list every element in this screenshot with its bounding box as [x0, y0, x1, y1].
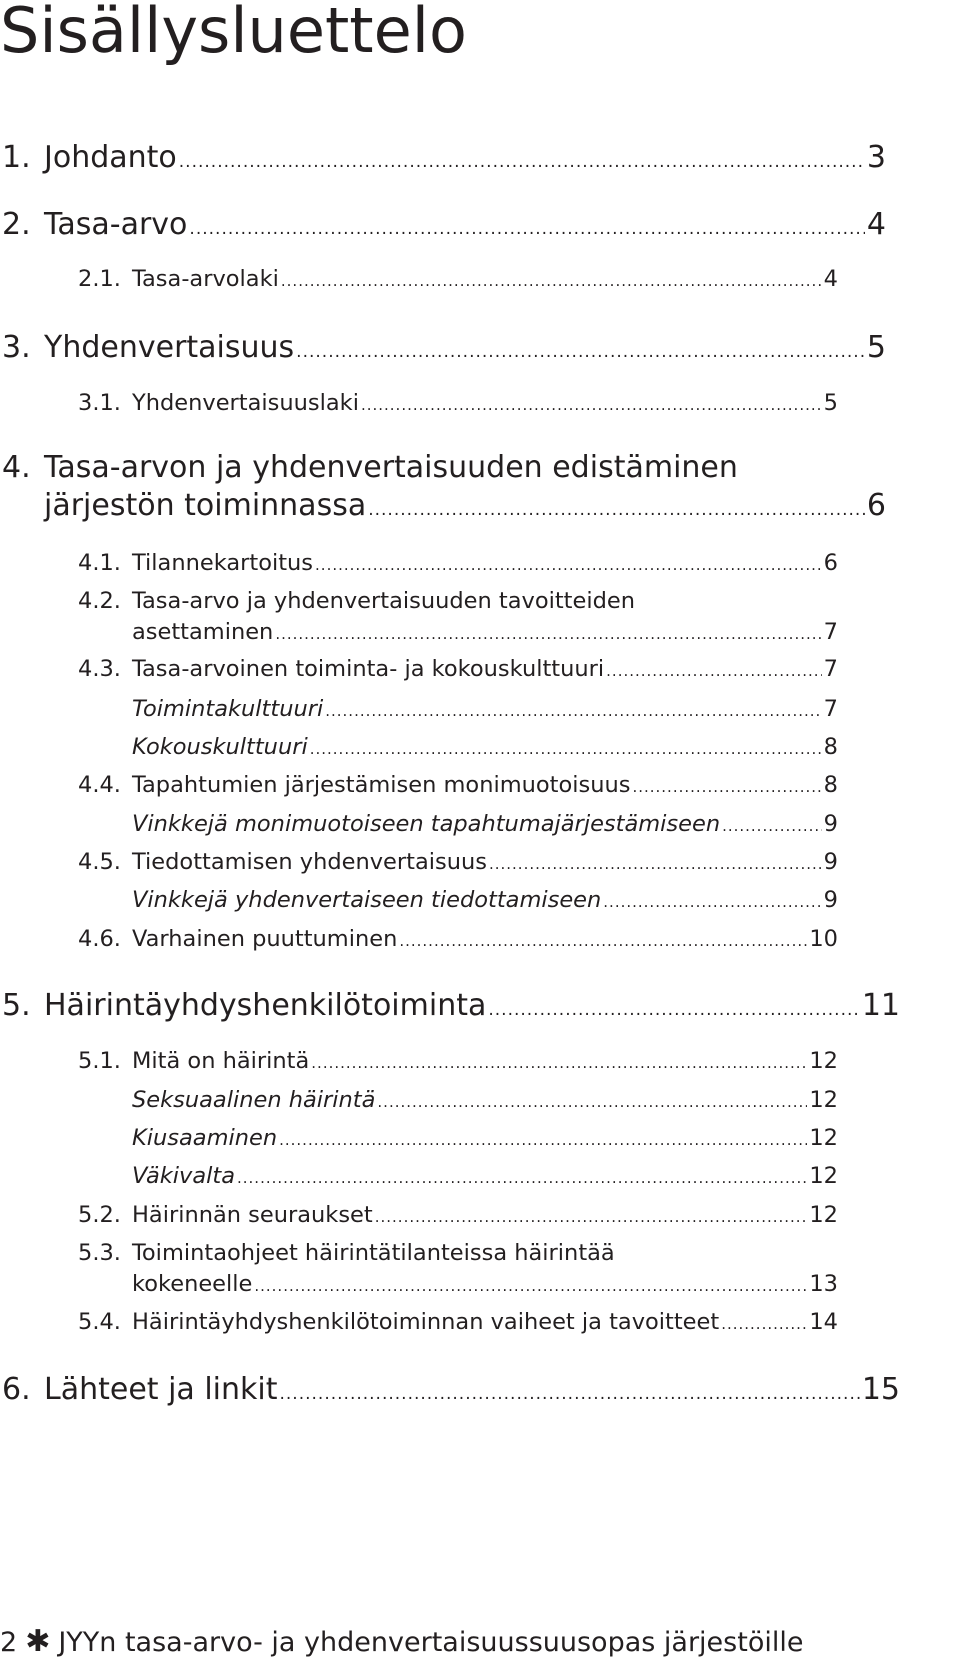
- toc-entry-3[interactable]: [2, 330, 886, 365]
- dot-leader: [254, 1277, 807, 1295]
- toc-page: 5: [823, 390, 838, 416]
- dot-leader: [603, 893, 821, 911]
- toc-entry-6[interactable]: [2, 1372, 900, 1407]
- toc-label: Johdanto: [44, 140, 177, 175]
- dot-leader: [399, 932, 807, 950]
- toc-label: Häirintäyhdyshenkilötoiminta: [44, 988, 487, 1023]
- dot-leader: [632, 778, 821, 796]
- toc-page: 10: [809, 926, 838, 952]
- toc-entry-4-4[interactable]: [78, 772, 838, 798]
- toc-page: 9: [823, 811, 838, 837]
- toc-number: 3.: [2, 330, 31, 365]
- toc-page: 13: [809, 1271, 838, 1297]
- toc-entry-4-2[interactable]: [78, 619, 838, 645]
- toc-number: 4.5.: [78, 849, 121, 875]
- toc-label: Tasa-arvoinen toiminta- ja kokouskulttuuri: [132, 656, 605, 682]
- toc-label: kokeneelle: [132, 1271, 253, 1297]
- page-title: Sisällysluettelo: [0, 0, 467, 67]
- toc-label: Toimintaohjeet häirintätilanteissa häirintää: [132, 1240, 615, 1266]
- toc-entry-3-1[interactable]: [78, 390, 838, 416]
- toc-number: 6.: [2, 1372, 31, 1407]
- toc-entry-4-6[interactable]: [78, 926, 838, 952]
- toc-entry-4-4-a[interactable]: [132, 811, 838, 837]
- toc-entry-4-3-b[interactable]: [132, 734, 838, 760]
- toc-number: 4.1.: [78, 550, 121, 576]
- toc-label: Tapahtumien järjestämisen monimuotoisuus: [132, 772, 631, 798]
- toc-page: 6: [823, 550, 838, 576]
- toc-label: Vinkkejä monimuotoiseen tapahtumajärjestämiseen: [132, 811, 721, 837]
- toc-number: 4.6.: [78, 926, 121, 952]
- dot-leader: [296, 342, 865, 362]
- toc-page: 7: [823, 619, 838, 645]
- toc-entry-4-5-a[interactable]: [132, 887, 838, 913]
- toc-page: 4: [823, 266, 838, 292]
- dot-leader: [489, 855, 822, 873]
- toc-label: Tasa-arvolaki: [132, 266, 279, 292]
- dot-leader: [721, 1315, 807, 1333]
- toc-page: 7: [823, 696, 838, 722]
- toc-page: 9: [823, 849, 838, 875]
- toc-label: Tasa-arvo ja yhdenvertaisuuden tavoitteiden: [132, 588, 635, 614]
- toc-label: Toimintakulttuuri: [132, 696, 324, 722]
- toc-entry-2-1[interactable]: [78, 266, 838, 292]
- dot-leader: [722, 817, 822, 835]
- toc-page: 12: [809, 1048, 838, 1074]
- toc-entry-4-3[interactable]: [78, 656, 838, 682]
- toc-number: 5.: [2, 988, 31, 1023]
- dot-leader: [237, 1169, 807, 1187]
- toc-number: 2.: [2, 207, 31, 242]
- toc-page: 3: [866, 140, 886, 175]
- dot-leader: [275, 625, 821, 643]
- toc-page: 8: [823, 734, 838, 760]
- toc-page: 9: [823, 887, 838, 913]
- toc-page: 7: [823, 656, 838, 682]
- footer-page-number: 2: [0, 1627, 18, 1658]
- toc-number: 2.1.: [78, 266, 121, 292]
- toc-label: Vinkkejä yhdenvertaiseen tiedottamiseen: [132, 887, 602, 913]
- toc-entry-4-3-a[interactable]: [132, 696, 838, 722]
- toc-label: asettaminen: [132, 619, 274, 645]
- dot-leader: [179, 152, 865, 172]
- toc-number: 3.1.: [78, 390, 121, 416]
- toc-entry-5-2[interactable]: [78, 1202, 838, 1228]
- toc-entry-4-1[interactable]: [78, 550, 838, 576]
- toc-entry-5-1-b[interactable]: [132, 1125, 838, 1151]
- toc-page: 4: [866, 207, 886, 242]
- dot-leader: [325, 702, 821, 720]
- toc-label: Kiusaaminen: [132, 1125, 278, 1151]
- toc-number: 1.: [2, 140, 31, 175]
- toc-label: Yhdenvertaisuus: [44, 330, 295, 365]
- toc-label: järjestön toiminnassa: [44, 488, 367, 523]
- toc-number: 4.4.: [78, 772, 121, 798]
- toc-page: 12: [809, 1163, 838, 1189]
- toc-number: 4.: [2, 450, 31, 485]
- toc-label: Seksuaalinen häirintä: [132, 1087, 376, 1113]
- dot-leader: [189, 219, 864, 239]
- toc-number: 5.3.: [78, 1240, 121, 1266]
- toc-entry-4-5[interactable]: [78, 849, 838, 875]
- toc-label: Kokouskulttuuri: [132, 734, 308, 760]
- toc-label: Tasa-arvo: [44, 207, 188, 242]
- toc-label: Lähteet ja linkit: [44, 1372, 278, 1407]
- toc-entry-4-2-line1[interactable]: [78, 588, 635, 614]
- toc-label: Tilannekartoitus: [132, 550, 314, 576]
- toc-page: 6: [866, 488, 886, 523]
- toc-number: 5.1.: [78, 1048, 121, 1074]
- dot-leader: [377, 1093, 807, 1111]
- toc-page: 15: [861, 1372, 900, 1407]
- toc-label: Väkivalta: [132, 1163, 235, 1189]
- toc-number: 5.4.: [78, 1309, 121, 1335]
- toc-number: 5.2.: [78, 1202, 121, 1228]
- toc-entry-5-1[interactable]: [78, 1048, 838, 1074]
- toc-label: Häirinnän seuraukset: [132, 1202, 373, 1228]
- dot-leader: [488, 1000, 859, 1020]
- toc-entry-5-1-a[interactable]: [132, 1087, 838, 1113]
- dot-leader: [310, 740, 822, 758]
- toc-page: 14: [809, 1309, 838, 1335]
- dot-leader: [375, 1208, 808, 1226]
- toc-label: Yhdenvertaisuuslaki: [132, 390, 359, 416]
- dot-leader: [361, 396, 822, 414]
- toc-number: 4.3.: [78, 656, 121, 682]
- toc-entry-5-1-c[interactable]: [132, 1163, 838, 1189]
- toc-page: 5: [866, 330, 886, 365]
- toc-label: Tiedottamisen yhdenvertaisuus: [132, 849, 487, 875]
- toc-label: Tasa-arvon ja yhdenvertaisuuden edistäminen: [44, 450, 738, 485]
- dot-leader: [311, 1054, 807, 1072]
- toc-page: 12: [809, 1202, 838, 1228]
- toc-page: 12: [809, 1125, 838, 1151]
- dot-leader: [606, 662, 822, 680]
- toc-entry-4[interactable]: [2, 488, 886, 523]
- dot-leader: [281, 272, 822, 290]
- toc-entry-5-3-line1[interactable]: [78, 1240, 615, 1266]
- toc-entry-2[interactable]: [2, 207, 886, 242]
- dot-leader: [279, 1131, 807, 1149]
- toc-label: Varhainen puuttuminen: [132, 926, 398, 952]
- toc-entry-5-3[interactable]: [78, 1271, 838, 1297]
- toc-page: 8: [823, 772, 838, 798]
- asterisk-icon: ✱: [25, 1624, 51, 1659]
- toc-entry-5-4[interactable]: [78, 1309, 838, 1335]
- toc-number: 4.2.: [78, 588, 121, 614]
- toc-page: 12: [809, 1087, 838, 1113]
- dot-leader: [280, 1384, 860, 1404]
- toc-page: 11: [861, 988, 900, 1023]
- toc-label: Mitä on häirintä: [132, 1048, 310, 1074]
- toc-entry-4-line1[interactable]: [2, 450, 738, 485]
- toc-entry-5[interactable]: [2, 988, 900, 1023]
- toc-label: Häirintäyhdyshenkilötoiminnan vaiheet ja tavoitteet: [132, 1309, 720, 1335]
- dot-leader: [368, 500, 865, 520]
- page-footer: [0, 1624, 803, 1659]
- footer-text: JYYn tasa-arvo- ja yhdenvertaisuussuusopas järjestöille: [58, 1627, 804, 1658]
- dot-leader: [315, 556, 822, 574]
- toc-entry-1[interactable]: [2, 140, 886, 175]
